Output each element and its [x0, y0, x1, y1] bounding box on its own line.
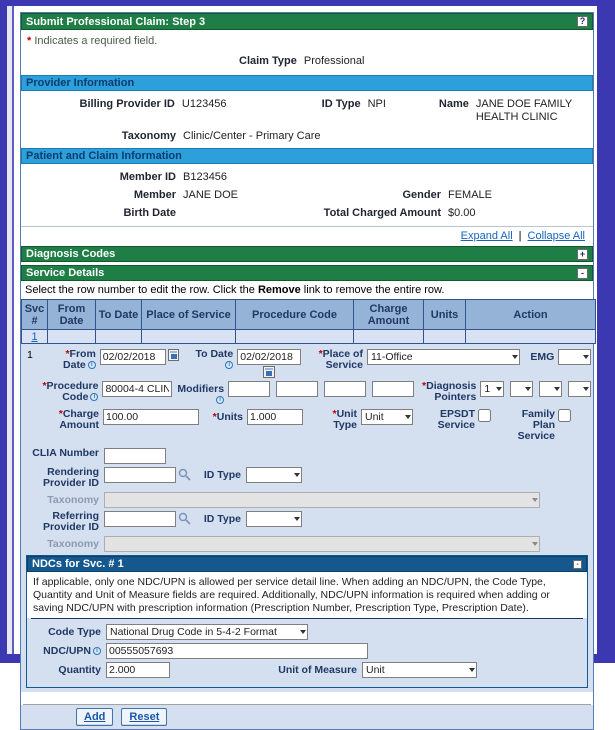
instruction-suffix: link to remove the entire row.: [300, 284, 445, 296]
table-header-row: [22, 300, 596, 330]
to-date-input[interactable]: [237, 349, 301, 365]
provider-row-2: [21, 127, 593, 145]
footer-divider: [23, 692, 591, 705]
total-charged-label: Total Charged Amount: [323, 207, 441, 219]
diagnosis-pointer-2-select[interactable]: [510, 381, 533, 397]
patient-section-header[interactable]: [21, 148, 593, 164]
row-code-type: [27, 624, 587, 640]
code-type-select[interactable]: National Drug Code in 5-4-2 Format: [106, 624, 308, 640]
provider-taxonomy-label: Taxonomy: [121, 130, 176, 142]
chevron-down-icon: [294, 517, 300, 521]
provider-id-type-value: NPI: [367, 98, 386, 110]
service-details-header[interactable]: [21, 265, 593, 281]
unit-type-select[interactable]: Unit: [361, 409, 413, 425]
family-plan-service-label: Family Plan Service: [517, 408, 555, 442]
procedure-code-input[interactable]: [102, 381, 172, 397]
ndc-panel: [26, 555, 588, 688]
rendering-id-type-select[interactable]: [246, 467, 302, 483]
diagnosis-codes-label: Diagnosis Codes: [26, 248, 116, 260]
member-value: JANE DOE: [183, 189, 239, 201]
modifiers-label: Modifiersi: [177, 383, 225, 404]
rendering-taxonomy-select: [104, 492, 540, 508]
patient-header-label: Patient and Claim Information: [26, 150, 182, 162]
col-svc-num: Svc #: [22, 300, 48, 330]
family-plan-service-checkbox[interactable]: [558, 409, 571, 422]
row-clia: [23, 448, 591, 464]
reset-button[interactable]: Reset: [121, 708, 167, 726]
provider-id-type-label: ID Type: [321, 98, 361, 110]
chevron-down-icon: [469, 668, 475, 672]
place-of-service-label: *Place of Service: [318, 348, 363, 371]
help-icon[interactable]: ?: [577, 16, 588, 27]
form-title-bar: [21, 13, 593, 30]
claim-form-content: [20, 12, 594, 730]
unit-of-measure-select[interactable]: Unit: [362, 662, 477, 678]
emg-label: EMG: [530, 351, 555, 363]
info-icon[interactable]: i: [90, 393, 98, 401]
diagnosis-pointers-label: *Diagnosis Pointers: [422, 380, 477, 403]
epsdt-service-label: EPSDT Service: [437, 408, 475, 431]
units-input[interactable]: [247, 409, 303, 425]
rendering-provider-id-label: Rendering Provider ID: [42, 466, 99, 489]
expand-icon[interactable]: +: [577, 249, 588, 260]
provider-section-header[interactable]: [21, 75, 593, 91]
row-quantity-uom: [27, 662, 587, 678]
quantity-label: Quantity: [58, 664, 101, 676]
asterisk: *: [27, 35, 32, 47]
provider-row-1: [21, 95, 593, 127]
charge-amount-label: *Charge Amount: [58, 408, 99, 431]
divider: [31, 618, 583, 619]
emg-select[interactable]: [558, 349, 591, 365]
service-row-1-link[interactable]: 1: [31, 330, 38, 343]
claim-type-label: Claim Type: [239, 55, 297, 67]
place-of-service-select[interactable]: 11-Office: [367, 349, 520, 365]
claim-type-section: [21, 30, 593, 75]
row-rendering-provider: [23, 467, 591, 489]
row-dates-place: [23, 349, 591, 378]
modifier-3-input[interactable]: [324, 381, 366, 397]
patient-section-body: [21, 164, 593, 246]
expand-collapse-links: [21, 226, 593, 246]
chevron-down-icon: [532, 542, 538, 546]
col-units: Units: [424, 300, 466, 330]
search-icon[interactable]: [178, 468, 191, 481]
quantity-input[interactable]: [106, 662, 170, 678]
chevron-down-icon: [525, 387, 531, 391]
service-details-label: Service Details: [26, 267, 105, 279]
gender-label: Gender: [402, 189, 441, 201]
diagnosis-pointer-3-select[interactable]: [539, 381, 562, 397]
provider-section-body: [21, 91, 593, 148]
col-from-date: From Date: [48, 300, 96, 330]
chevron-down-icon: [405, 415, 411, 419]
chevron-down-icon: [554, 387, 560, 391]
service-lines-table: [21, 299, 596, 344]
info-icon[interactable]: i: [225, 361, 233, 369]
required-field-note: [21, 30, 593, 49]
service-edit-form: [21, 344, 593, 692]
diagnosis-pointer-4-select[interactable]: [568, 381, 591, 397]
info-icon[interactable]: i: [216, 396, 224, 404]
from-date-input[interactable]: [100, 349, 166, 365]
diagnosis-codes-header[interactable]: [21, 246, 593, 262]
referring-provider-id-input[interactable]: [104, 511, 176, 527]
code-type-label: Code Type: [48, 626, 101, 638]
chevron-down-icon: [512, 355, 518, 359]
info-icon[interactable]: i: [88, 361, 96, 369]
referring-provider-id-label: Referring Provider ID: [42, 510, 99, 533]
row-charge-units: [23, 409, 591, 442]
rendering-id-type-label: ID Type: [203, 469, 241, 481]
member-id-value: B123456: [183, 171, 228, 183]
row-rendering-taxonomy: [23, 492, 591, 508]
billing-provider-id-label: Billing Provider ID: [79, 98, 175, 110]
edit-svc-number: 1: [27, 349, 33, 361]
birth-date-label: Birth Date: [123, 207, 176, 219]
units-label: *Units: [212, 411, 243, 423]
from-date-label: *From Date i: [63, 348, 96, 371]
modifier-2-input[interactable]: [276, 381, 318, 397]
member-row: [21, 186, 593, 204]
service-instruction: [21, 281, 593, 299]
claim-type-value: Professional: [303, 55, 365, 67]
table-row: [22, 330, 596, 344]
charge-amount-input[interactable]: [103, 409, 199, 425]
ndc-header-label: NDCs for Svc. # 1: [32, 558, 124, 570]
referring-taxonomy-select: [104, 536, 540, 552]
chevron-down-icon: [583, 355, 589, 359]
row-ndc-upn: [27, 643, 587, 659]
unit-type-label: *Unit Type: [332, 408, 357, 431]
add-button[interactable]: Add: [76, 708, 113, 726]
chevron-down-icon: [294, 473, 300, 477]
row-referring-taxonomy: [23, 536, 591, 552]
row-referring-provider: [23, 511, 591, 533]
provider-taxonomy-value: Clinic/Center - Primary Care: [183, 130, 321, 142]
provider-header-label: Provider Information: [26, 77, 135, 89]
epsdt-service-checkbox[interactable]: [478, 409, 491, 422]
instruction-remove-word: Remove: [257, 284, 301, 296]
provider-name-label: Name: [438, 98, 469, 110]
ndc-instructions: If applicable, only one NDC/UPN is allowed per service detail line. When adding an NDC/UPN, the Code Type, Quantity and Unit of Measure fields are required. Additionally, NDC/UPN information is required when adding or saving NDC/UPN with prescription information (Prescription Number, Prescription Type, Prescription Date).: [27, 572, 587, 618]
page-title: Submit Professional Claim: Step 3: [26, 15, 206, 28]
instruction-prefix: Select the row number to edit the row. Click the: [25, 284, 258, 296]
modifier-4-input[interactable]: [372, 381, 414, 397]
referring-id-type-label: ID Type: [203, 513, 241, 525]
provider-name-value: JANE DOE FAMILY HEALTH CLINIC: [475, 98, 573, 123]
rendering-taxonomy-label: Taxonomy: [47, 494, 99, 506]
collapse-icon[interactable]: -: [573, 560, 582, 569]
ndc-upn-input[interactable]: [106, 643, 368, 659]
procedure-code-label: *Procedure Code i: [42, 380, 99, 403]
modifier-1-input[interactable]: [228, 381, 270, 397]
ndc-upn-label: NDC/UPN i: [27, 646, 101, 657]
diagnosis-pointer-1-select[interactable]: 1: [480, 381, 503, 397]
member-label: Member: [133, 189, 176, 201]
ndc-form: [27, 622, 587, 687]
ndc-header[interactable]: [27, 556, 587, 572]
gender-value: FEMALE: [448, 189, 493, 201]
collapse-all-link[interactable]: Collapse All: [527, 230, 585, 242]
col-charge-amount: Charge Amount: [354, 300, 424, 330]
col-place-of-service: Place of Service: [142, 300, 236, 330]
expand-all-link[interactable]: Expand All: [460, 230, 513, 242]
total-charged-value: $0.00: [448, 207, 476, 219]
chevron-down-icon: [496, 387, 502, 391]
chevron-down-icon: [583, 387, 589, 391]
calendar-icon[interactable]: [168, 349, 180, 361]
birth-date-row: [21, 204, 593, 222]
col-to-date: To Date: [96, 300, 142, 330]
col-action: Action: [466, 300, 596, 330]
footer-actions: [21, 705, 593, 729]
claim-type-row: [21, 49, 593, 75]
collapse-icon[interactable]: -: [577, 268, 588, 279]
referring-taxonomy-label: Taxonomy: [47, 538, 99, 550]
billing-provider-id-value: U123456: [181, 98, 227, 110]
left-rail-decoration: [7, 6, 14, 654]
required-note-text: Indicates a required field.: [34, 35, 158, 47]
member-id-row: [21, 168, 593, 186]
col-procedure-code: Procedure Code: [236, 300, 354, 330]
rendering-provider-id-input[interactable]: [104, 467, 176, 483]
links-separator: |: [518, 230, 522, 242]
clia-number-label: CLIA Number: [32, 447, 99, 459]
to-date-label: To Datei: [195, 348, 234, 369]
row-procedure-modifiers: [23, 381, 591, 406]
chevron-down-icon: [300, 630, 306, 634]
unit-of-measure-label: Unit of Measure: [278, 664, 357, 676]
referring-id-type-select[interactable]: [246, 511, 302, 527]
search-icon[interactable]: [178, 512, 191, 525]
clia-number-input[interactable]: [104, 448, 166, 464]
member-id-label: Member ID: [119, 171, 176, 183]
info-icon[interactable]: i: [93, 647, 101, 655]
calendar-icon[interactable]: [263, 366, 275, 378]
chevron-down-icon: [532, 498, 538, 502]
